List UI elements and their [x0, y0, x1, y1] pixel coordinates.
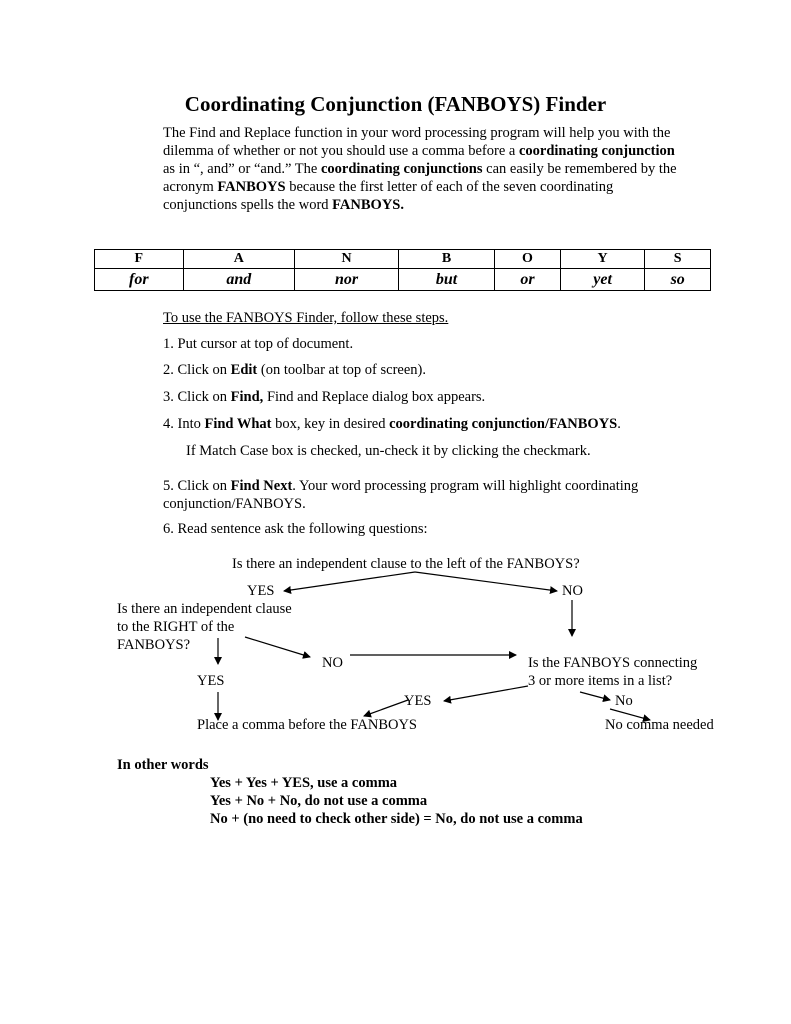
arrow-no-3-to-result [610, 709, 650, 720]
intro-text-3: can easily be remembered by the acronym [163, 161, 677, 195]
arrow-q3-to-no [580, 692, 610, 700]
step-5-text-a: 5. Click on [163, 478, 231, 494]
intro-text-4: because the first letter of each of the seven coordinating conjunctions spells the word [163, 179, 614, 213]
table-cell-word: so [645, 269, 711, 291]
arrow-q2-to-no [245, 637, 310, 657]
flow-question-right-clause-line1: Is there an independent clause [117, 601, 292, 617]
step-4-bold-2: coordinating conjunction/FANBOYS [389, 416, 618, 432]
table-cell-letter: Y [560, 250, 645, 269]
flow-question-right-clause-line3: FANBOYS? [117, 637, 191, 653]
step-1: 1. Put cursor at top of document. [163, 336, 354, 352]
flow-no-label-2: NO [322, 655, 343, 671]
flow-result-no-comma: No comma needed [605, 717, 714, 733]
table-cell-word: or [495, 269, 561, 291]
step-3-bold: Find, [230, 389, 264, 405]
flow-no-label-3: No [615, 693, 633, 709]
step-4-text-e: . [617, 416, 621, 432]
flow-question-list-line1: Is the FANBOYS connecting [528, 655, 698, 671]
intro-bold-2: coordinating conjunctions [320, 161, 483, 177]
intro-text-2: as in “, and” or “and.” The [163, 161, 321, 177]
summary-line-1: Yes + Yes + YES, use a comma [210, 775, 398, 791]
steps-heading: To use the FANBOYS Finder, follow these steps. [163, 310, 449, 326]
flow-question-left-clause: Is there an independent clause to the left of the FANBOYS? [232, 556, 580, 572]
summary-line-2: Yes + No + No, do not use a comma [210, 793, 428, 809]
step-2-bold: Edit [230, 362, 258, 378]
flow-yes-label-1: YES [247, 583, 275, 599]
summary-heading: In other words [117, 757, 209, 773]
flow-yes-label-3: YES [404, 693, 432, 709]
step-4-text-c: box, key in desired [271, 416, 390, 432]
arrow-q3-to-yes [444, 686, 528, 701]
arrow-to-yes-1 [284, 572, 415, 591]
table-cell-letter: F [95, 250, 184, 269]
table-cell-letter: O [495, 250, 561, 269]
flow-yes-label-2: YES [197, 673, 225, 689]
table-cell-letter: S [645, 250, 711, 269]
step-4-note: If Match Case box is checked, un-check it by clicking the checkmark. [186, 443, 591, 459]
page-title: Coordinating Conjunction (FANBOYS) Finder [184, 92, 607, 116]
intro-bold-4: FANBOYS. [332, 197, 404, 213]
arrow-yes-3-to-result [364, 700, 408, 716]
step-6: 6. Read sentence ask the following questions: [163, 521, 428, 537]
intro-bold-1: coordinating conjunction [518, 143, 675, 159]
table-cell-letter: B [398, 250, 494, 269]
table-cell-word: and [183, 269, 295, 291]
table-cell-word: yet [560, 269, 645, 291]
intro-bold-3: FANBOYS [217, 179, 286, 195]
arrow-to-no-1 [415, 572, 557, 591]
step-5-text-c: . Your word processing program will highlight coordinating conjunction/FANBOYS. [163, 478, 639, 512]
step-2-text-a: 2. Click on [163, 362, 231, 378]
step-2-text-c: (on toolbar at top of screen). [257, 362, 426, 378]
step-5-bold: Find Next [230, 478, 293, 494]
table-cell-word: for [95, 269, 184, 291]
table-cell-letter: A [183, 250, 295, 269]
flow-question-right-clause-line2: to the RIGHT of the [117, 619, 235, 635]
table-cell-word: nor [295, 269, 399, 291]
table-cell-letter: N [295, 250, 399, 269]
step-3-text-a: 3. Click on [163, 389, 231, 405]
step-3-text-c: Find and Replace dialog box appears. [263, 389, 486, 405]
summary-line-3: No + (no need to check other side) = No, do not use a comma [210, 811, 583, 827]
step-4-bold-1: Find What [204, 416, 272, 432]
step-4-text-a: 4. Into [163, 416, 205, 432]
flow-question-list-line2: 3 or more items in a list? [528, 673, 673, 689]
flow-result-comma: Place a comma before the FANBOYS [197, 717, 417, 733]
flow-no-label-1: NO [562, 583, 583, 599]
intro-text-1: The Find and Replace function in your word processing program will help you with the dilemma of whether or not you should use a comma before a [163, 125, 671, 159]
table-cell-word: but [398, 269, 494, 291]
